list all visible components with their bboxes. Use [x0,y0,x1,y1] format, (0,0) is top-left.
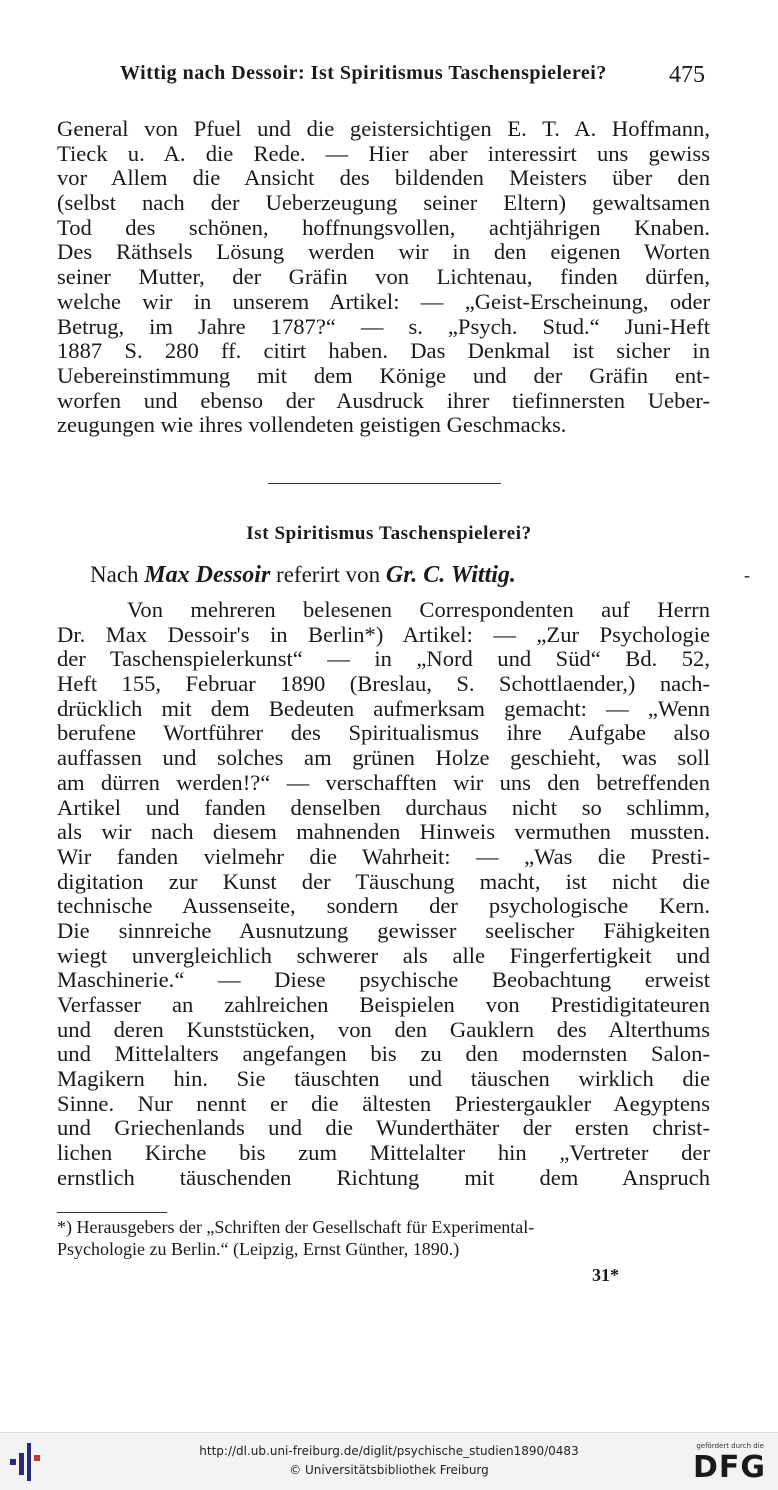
text-line: 1887 S. 280 ff. citirt haben. Das Denkmal ist sicher in [57,339,710,364]
text-line: Verfasser an zahlreichen Beispielen von Prestidigitateuren [57,993,710,1017]
text-line: und Mittelalters angefangen bis zu den modernsten Salon- [57,1042,710,1067]
text-line: lichen Kirche bis zum Mittelalter hin „Vertreter der [57,1141,710,1166]
text-line: Dr. Max Dessoir's in Berlin*) Artikel: — „Zur Psychologie [57,622,710,647]
text-line: Heft 155, Februar 1890 (Breslau, S. Schottlaender,) nach- [57,672,710,697]
text-line: am dürren werden!?“ — verschafften wir uns den betreffenden [57,770,710,795]
text-line: berufene Wortführer des Spiritualismus ihre Aufgabe also [57,721,710,746]
text-line: und Griechenlands und die Wunderthäter der ersten christ- [57,1116,710,1141]
text-line: Die sinnreiche Ausnutzung gewisser seelischer Fähigkeiten [57,918,710,943]
byline [90,562,516,589]
byline-author: Max Dessoir [144,562,271,588]
text-line: Artikel und fanden denselben durchaus nicht so schlimm, [57,795,710,820]
footnote-divider [57,1212,167,1213]
text-line: wiegt unvergleichlich schwerer als alle Fingerfertigkeit und [57,943,710,968]
text-line: auffassen und solches am grünen Holze geschieht, was soll [57,746,710,771]
text-line: Uebereinstimmung mit dem Könige und der Gräfin ent- [57,363,710,388]
text-line: Tieck u. A. die Rede. — Hier aber interessirt uns gewiss [57,141,710,166]
text-line: General von Pfuel und die geistersichtigen E. T. A. Hoffmann, [57,117,710,141]
text-line: der Taschenspielerkunst“ — in „Nord und Süd“ Bd. 52, [57,647,710,672]
text-line: worfen und ebenso der Ausdruck ihrer tiefinnersten Ueber- [57,388,710,413]
funding-note: gefördert durch die [696,1442,764,1450]
text-line: Von mehreren belesenen Correspondenten auf Herrn [127,598,710,622]
paragraph-1 [57,117,710,438]
text-line: Magikern hin. Sie täuschten und täuschen wirklich die [57,1067,710,1092]
stray-mark: - [744,565,750,585]
text-line: vor Allem die Ansicht des bildenden Meisters über den [57,166,710,191]
dfg-logo[interactable]: DFG [692,1450,766,1485]
running-head: Wittig nach Dessoir: Ist Spiritismus Taschenspielerei? [120,62,607,84]
footnote-line-1: *) Herausgebers der „Schriften der Gesellschaft für Experimental- [57,1217,535,1237]
text-line: welche wir in unserem Artikel: — „Geist-Erscheinung, oder [57,289,710,314]
text-line: digitation zur Kunst der Täuschung macht, ist nicht die [57,869,710,894]
byline-mid: referirt von [276,562,381,587]
text-line: Betrug, im Jahre 1787?“ — s. „Psych. Stud.“ Juni-Heft [57,314,710,339]
viewer-footer-bar [0,1432,778,1490]
text-line: zeugungen wie ihres vollendeten geistigen Geschmacks. [57,413,567,438]
page-number: 475 [669,62,705,88]
text-line: Maschinerie.“ — Diese psychische Beobachtung erweist [57,968,710,993]
sheet-signature: 31* [592,1265,619,1285]
text-line: technische Aussenseite, sondern der psychologische Kern. [57,894,710,919]
copyright-text: © Universitätsbibliothek Freiburg [289,1463,489,1477]
text-line: als wir nach diesem mahnenden Hinweis vermuthen mussten. [57,820,710,845]
text-line: Tod des schönen, hoffnungsvollen, achtjährigen Knaben. [57,215,710,240]
section-title: Ist Spiritismus Taschenspielerei? [246,523,532,544]
text-line: seiner Mutter, der Gräfin von Lichtenau, finden dürfen, [57,265,710,290]
byline-referent: Gr. C. Wittig. [385,562,516,588]
text-line: Des Räthsels Lösung werden wir in den eigenen Worten [57,240,710,265]
text-line: ernstlich täuschenden Richtung mit dem Anspruch [57,1165,710,1190]
text-line: Wir fanden vielmehr die Wahrheit: — „Was die Presti- [57,844,710,869]
byline-prefix: Nach [90,562,139,587]
text-line: Sinne. Nur nennt er die ältesten Priestergaukler Aegyptens [57,1091,710,1116]
text-line: und deren Kunststücken, von den Gauklern des Alterthums [57,1017,710,1042]
footnote-line-2: Psychologie zu Berlin.“ (Leipzig, Ernst Günther, 1890.) [57,1239,460,1259]
paragraph-2 [57,598,710,1191]
section-divider [268,483,501,484]
text-line: drücklich mit dem Bedeuten aufmerksam gemacht: — „Wenn [57,696,710,721]
page-header [120,62,705,92]
footnote [57,1216,710,1260]
text-line: (selbst nach der Ueberzeugung seiner Eltern) gewaltsamen [57,191,710,216]
permalink-url[interactable]: http://dl.ub.uni-freiburg.de/diglit/psychische_studien1890/0483 [199,1444,579,1458]
